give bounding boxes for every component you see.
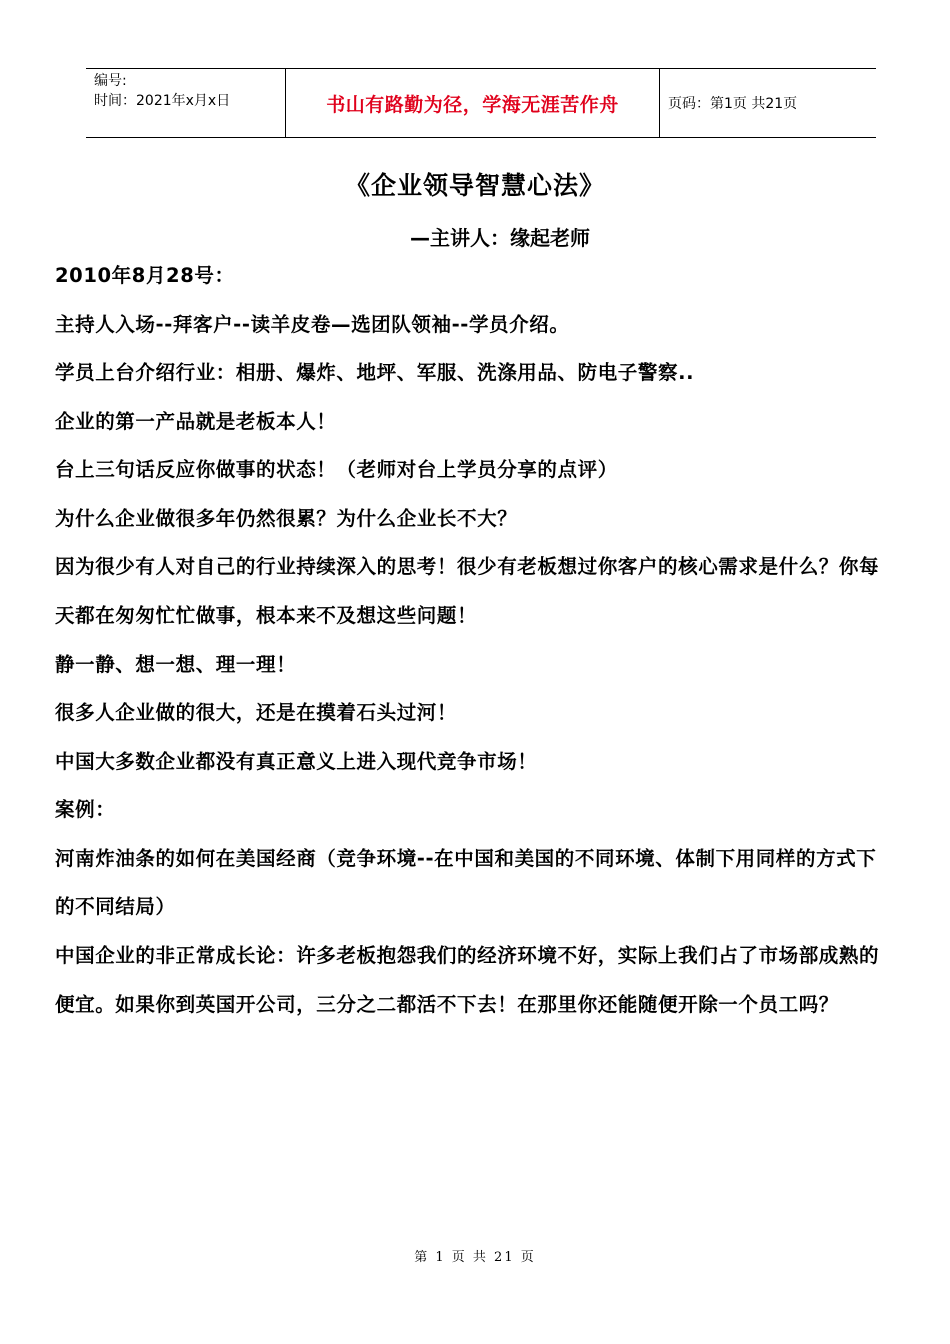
- header-table: [86, 68, 876, 138]
- time-label: 时间：2021年x月x日: [94, 93, 231, 109]
- paragraph: 因为很少有人对自己的行业持续深入的思考！很少有老板想过你客户的核心需求是什么？你每天都在匆匆忙忙做事，根本来不及想这些问题！: [55, 555, 880, 627]
- paragraph: 为什么企业做很多年仍然很累？为什么企业长不大？: [55, 506, 518, 530]
- paragraph: 河南炸油条的如何在美国经商（竞争环境--在中国和美国的不同环境、体制下用同样的方式下的不同结局）: [55, 846, 877, 918]
- header-page-info: 页码：第1页 共21页: [668, 96, 798, 112]
- paragraph: 主持人入场--拜客户--读羊皮卷—选团队领袖--学员介绍。: [55, 312, 570, 336]
- header-motto: 书山有路勤为径，学海无涯苦作舟: [286, 69, 660, 137]
- number-label: 编号:: [94, 73, 127, 89]
- paragraph: 企业的第一产品就是老板本人！: [55, 409, 337, 433]
- paragraph: 学员上台介绍行业：相册、爆炸、地坪、军服、洗涤用品、防电子警察..: [55, 361, 695, 384]
- header-meta-cell: [86, 69, 286, 137]
- paragraph: 中国企业的非正常成长论：许多老板抱怨我们的经济环境不好，实际上我们占了市场部成熟的便宜。如果你到英国开公司，三分之二都活不下去！在那里你还能随便开除一个员工吗？: [55, 944, 880, 1016]
- paragraph: 台上三句话反应你做事的状态！（老师对台上学员分享的点评）: [55, 458, 618, 481]
- document-title: 《企业领导智慧心法》: [344, 171, 605, 200]
- paragraph: 中国大多数企业都没有真正意义上进入现代竞争市场！: [55, 749, 538, 773]
- paragraph: 很多人企业做的很大，还是在摸着石头过河！: [55, 701, 458, 724]
- paragraph: 静一静、想一想、理一理！: [55, 652, 297, 676]
- document-subtitle: —主讲人：缘起老师: [410, 226, 590, 250]
- paragraph-case-label: 案例：: [55, 798, 116, 821]
- document-body: [55, 264, 890, 1042]
- page-footer: 第 1 页 共 21 页: [414, 1250, 536, 1265]
- paragraph-date: 2010年8月28号：: [55, 264, 235, 287]
